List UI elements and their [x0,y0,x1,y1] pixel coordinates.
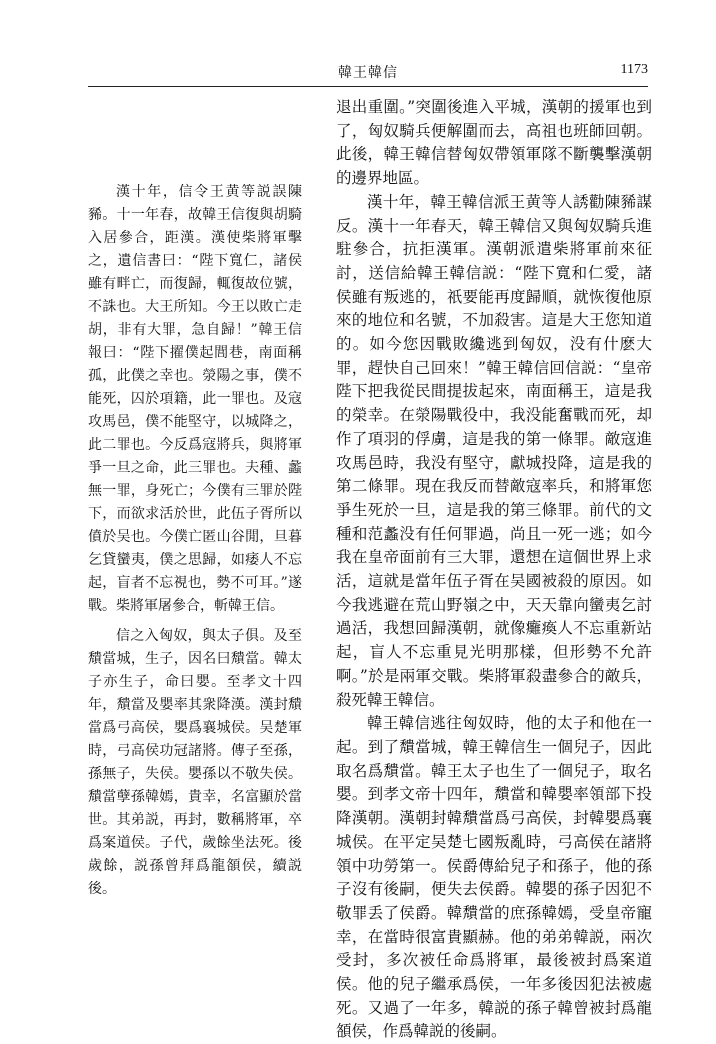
translation-paragraph-continued: 退出重圍。”突圍後進入平城，漢朝的援軍也到了，匈奴騎兵便解圍而去，高祖也班師回朝。此後，韓王韓信替匈奴帶領軍隊不斷襲擊漢朝的邊界地區。 [336,98,652,188]
translation-column [336,96,652,1044]
chapter-title: 韓王韓信 [338,65,398,81]
translation-paragraph-2: 韓王韓信逃往匈奴時，他的太子和他在一起。到了穨當城，韓王韓信生一個兒子，因此取名爲穨當。韓王太子也生了一個兒子，取名嬰。到孝文帝十四年，穨當和韓嬰率領部下投降漢朝。漢朝封韓穨當爲弓高侯，封韓嬰爲襄城侯。在平定吴楚七國叛亂時，弓高侯在諸將領中功勞第一。侯爵傳給兒子和孫子，他的孫子沒有後嗣，便失去侯爵。韓嬰的孫子因犯不敬罪丢了侯爵。韓穨當的庶孫韓嫣，受皇帝寵幸，在當時很富貴顯赫。他的弟弟韓説，兩次受封，多次被任命爲將軍，最後被封爲案道侯。他的兒子繼承爲侯，一年多後因犯法被處死。又過了一年多，韓説的孫子韓曾被封爲龍頟侯，作爲韓説的後嗣。 [336,714,652,1041]
original-text-column-lower [88,625,302,901]
original-text-column-upper [88,181,302,618]
running-header [88,62,648,84]
header-rule [88,86,648,87]
page-number: 1173 [620,62,648,77]
original-paragraph-1: 漢十年，信令王黄等説誤陳豨。十一年春，故韓王信復與胡騎入居參合，距漢。漢使柴將軍擊之，遺信書曰：“陛下寬仁，諸侯雖有畔亡，而復歸，輒復故位號，不誅也。大王所知。今王以敗亡走胡，非有大罪，急自歸！”韓王信報曰：“陛下擢僕起閭巷，南面稱孤，此僕之幸也。滎陽之事，僕不能死，囚於項籍，此一罪也。及寇攻馬邑，僕不能堅守，以城降之，此二罪也。今反爲寇將兵，與將軍爭一旦之命，此三罪也。夫種、蠡無一罪，身死亡；今僕有三罪於陛下，而欲求活於世，此伍子胥所以僨於吴也。今僕亡匿山谷閒，旦暮乞貸蠻夷，僕之思歸，如痿人不忘起，盲者不忘視也，勢不可耳。”遂戰。柴將軍屠參合，斬韓王信。 [88,184,302,614]
original-paragraph-2: 信之入匈奴，與太子俱。及至穨當城，生子，因名曰穨當。韓太子亦生子，命曰嬰。至孝文十四年，穨當及嬰率其衆降漢。漢封穨當爲弓高侯，嬰爲襄城侯。吴楚軍時，弓高侯功冠諸將。傳子至孫，孫無子，失侯。嬰孫以不敬失侯。穨當孽孫韓嫣，貴幸，名富顯於當世。其弟説，再封，數稱將軍，卒爲案道侯。子代，歲餘坐法死。後歲餘，説孫曾拜爲龍頟侯，續説後。 [88,628,302,897]
translation-paragraph-1: 漢十年，韓王韓信派王黄等人誘勸陳豨謀反。漢十一年春天，韓王韓信又與匈奴騎兵進駐參合，抗拒漢軍。漢朝派遣柴將軍前來征討，送信給韓王韓信説：“陛下寬和仁愛，諸侯雖有叛逃的，祇要能再度歸順，就恢復他原來的地位和名號，不加殺害。這是大王您知道的。如今您因戰敗纔逃到匈奴，没有什麽大罪，趕快自己回來！”韓王韓信回信説：“皇帝陛下把我從民間提拔起來，南面稱王，這是我的榮幸。在滎陽戰役中，我没能奮戰而死，却作了項羽的俘虜，這是我的第一條罪。敵寇進攻馬邑時，我没有堅守，獻城投降，這是我的第二條罪。現在我反而替敵寇率兵，和將軍您爭生死於一旦，這是我的第三條罪。前代的文種和范蠡没有任何罪過，尚且一死一逃；如今我在皇帝面前有三大罪，還想在這個世界上求活，這就是當年伍子胥在吴國被殺的原因。如今我逃避在荒山野嶺之中，天天靠向蠻夷乞討過活，我想回歸漢朝，就像癱瘓人不忘重新站起，盲人不忘重見光明那樣，但形勢不允許啊。”於是兩軍交戰。柴將軍殺盡參合的敵兵，殺死韓王韓信。 [336,192,652,709]
